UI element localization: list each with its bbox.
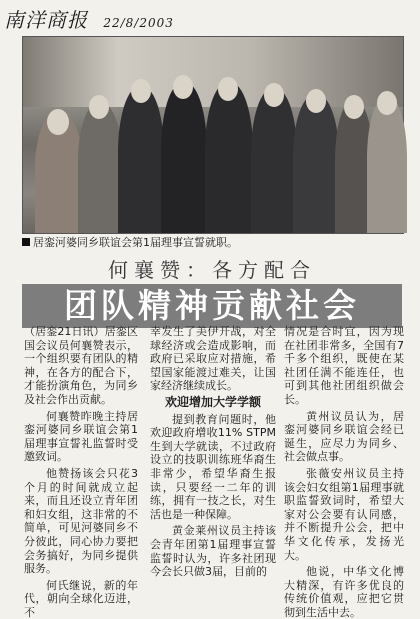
photo-figure	[367, 97, 407, 233]
photo-caption-text: 居銮河婆同乡联谊会第1届理事宣誓就职。	[33, 236, 238, 249]
photo-figure-head	[47, 109, 69, 135]
photo-figure-head	[89, 95, 109, 119]
caption-bullet	[22, 238, 30, 246]
paragraph: 他赞扬该会只花3个月的时间就成立起来，而且还设立青年团和妇女组，这非常的不简单，可见河婆同乡不分彼此，同心协力要把会务搞好，为同乡提供服务。	[24, 466, 138, 576]
photo-figure	[161, 83, 207, 233]
photo-figure	[293, 95, 339, 233]
photo-figure-head	[264, 83, 284, 107]
photo-figure	[251, 89, 297, 233]
newspaper-name: 南洋商报	[4, 8, 88, 32]
masthead	[4, 4, 224, 32]
paragraph: 黄金莱州议员主持该会青年团第1届理事宣誓监誓时认为，许多社团现今会长只做3届，目前的	[150, 524, 276, 579]
publication-date: 22/8/2003	[103, 16, 174, 30]
article-column-2	[150, 325, 276, 579]
photo-figure	[205, 83, 253, 233]
photo-figure-head	[377, 91, 397, 115]
news-photo	[22, 36, 404, 234]
article-subheadline: 何襄赞：各方配合	[108, 258, 316, 282]
paragraph: 何襄赞昨晚主持居銮河婆同乡联谊会第1届理事宣誓礼监誓时受邀致词。	[24, 409, 138, 464]
photo-figure-head	[173, 75, 193, 99]
photo-figure	[78, 103, 122, 233]
paragraph: 幸发生了美伊开战，对全球经济或会造成影响，而政府已采取应对措施，希望国家能渡过难关，让国家经济继续成长。	[150, 325, 276, 393]
photo-caption	[22, 235, 402, 251]
photo-figure-head	[218, 77, 238, 101]
article-column-3	[284, 325, 404, 619]
photo-figure-head	[344, 95, 364, 119]
photo-figure-head	[306, 89, 326, 113]
photo-figure	[118, 87, 164, 233]
photo-figure-head	[131, 79, 151, 103]
paragraph: 他说，中华文化博大精深，有许多优良的传统价值观，应把它贯彻到生活中去。	[284, 565, 404, 619]
paragraph: 张薇安州议员主持该会妇女组第1届理事就职监誓致词时，希望大家对公会要有认同感，并不断提升公会，把中华文化传承，发扬光大。	[284, 466, 404, 562]
paragraph: 黄州议员认为，居銮河婆同乡联谊会经已诞生，应尽力为同乡、社会做点事。	[284, 409, 404, 464]
article-headline: 团队精神贡献社会	[22, 284, 402, 328]
paragraph: 情况是合时宜，因为现在社团非常多，全国有7千多个组织，既使在某社团任满不能连任，也可到其他社团组织做会长。	[284, 325, 404, 406]
paragraph: 提到教育问题时，他欢迎政府增收11% STPM生到大学就读，不过政府设立的技职训练班华裔生非常少，希望华裔生报读，只要经一二年的训练，拥有一技之长，对生活也是一种保障。	[150, 412, 276, 521]
section-subheading: 欢迎增加大学学额	[164, 394, 261, 409]
paragraph: 何氏继说，新的年代，朝向全球化迈进，不	[24, 578, 138, 619]
article-column-1	[24, 325, 138, 619]
paragraph: （居銮21日讯）居銮区国会议员何襄赞表示，一个组织要有团队的精神，在各方的配合下，才能扮演角色，为同乡及社会作出贡献。	[24, 325, 138, 406]
